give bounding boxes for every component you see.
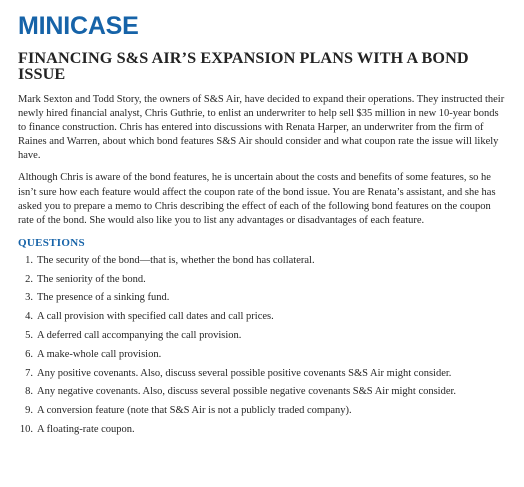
case-title-line-2: ISSUE bbox=[18, 65, 66, 83]
question-item bbox=[18, 274, 508, 293]
question-number: 2. bbox=[25, 273, 33, 285]
question-text: The seniority of the bond. bbox=[37, 273, 146, 285]
question-text: A conversion feature (note that S&S Air is not a publicly traded company). bbox=[37, 405, 352, 417]
question-text: A call provision with specified call dates and call prices. bbox=[37, 311, 274, 323]
question-item bbox=[18, 311, 508, 330]
question-item bbox=[18, 386, 508, 405]
question-number: 5. bbox=[25, 330, 33, 342]
questions-list bbox=[18, 255, 508, 443]
question-number: 1. bbox=[25, 254, 33, 266]
question-text: Any negative covenants. Also, discuss several possible negative covenants S&S Air might consider. bbox=[37, 386, 457, 398]
case-title-line-1: FINANCING S&S AIR’S EXPANSION PLANS WITH A BOND bbox=[18, 49, 469, 67]
question-item bbox=[18, 424, 508, 443]
question-item bbox=[18, 405, 508, 424]
question-number: 9. bbox=[25, 405, 33, 417]
question-number: 6. bbox=[25, 348, 33, 360]
question-text: Any positive covenants. Also, discuss several possible positive covenants S&S Air might consider. bbox=[37, 367, 452, 379]
question-text: The security of the bond—that is, whether the bond has collateral. bbox=[37, 254, 315, 266]
question-number: 4. bbox=[25, 311, 33, 323]
question-item bbox=[18, 349, 508, 368]
question-number: 8. bbox=[25, 386, 33, 398]
case-title bbox=[18, 50, 508, 82]
question-item bbox=[18, 255, 508, 274]
task-paragraph: Although Chris is aware of the bond features, he is uncertain about the costs and benefits of some features, so he isn’t sure how each feature would affect the coupon rate of the bond issue. You are Renata’s assistant, and she has asked you to prepare a memo to Chris describing the effect of each of the following bond features on the coupon rate of the bond. She would also like you to list any advantages or disadvantages of each feature. bbox=[18, 172, 496, 226]
question-text: A make-whole call provision. bbox=[37, 348, 162, 360]
question-text: A floating-rate coupon. bbox=[37, 424, 135, 436]
question-number: 7. bbox=[25, 367, 33, 379]
question-number: 3. bbox=[25, 292, 33, 304]
question-number: 10. bbox=[19, 424, 33, 436]
question-item bbox=[18, 368, 508, 387]
questions-heading: QUESTIONS bbox=[18, 236, 85, 249]
question-text: The presence of a sinking fund. bbox=[37, 292, 170, 304]
question-item bbox=[18, 330, 508, 349]
intro-paragraph: Mark Sexton and Todd Story, the owners of S&S Air, have decided to expand their operations. They instructed their newly hired financial analyst, Chris Guthrie, to enlist an underwriter to help sell $35 million in new 10-year bonds to finance construction. Chris has entered into discussions with Renata Harper, an underwriter from the firm of Raines and Warren, about which bond features S&S Air should consider and what coupon rate the issue will likely have. bbox=[18, 94, 505, 162]
section-kicker: MINICASE bbox=[18, 12, 139, 40]
question-item bbox=[18, 292, 508, 311]
question-text: A deferred call accompanying the call provision. bbox=[37, 330, 242, 342]
